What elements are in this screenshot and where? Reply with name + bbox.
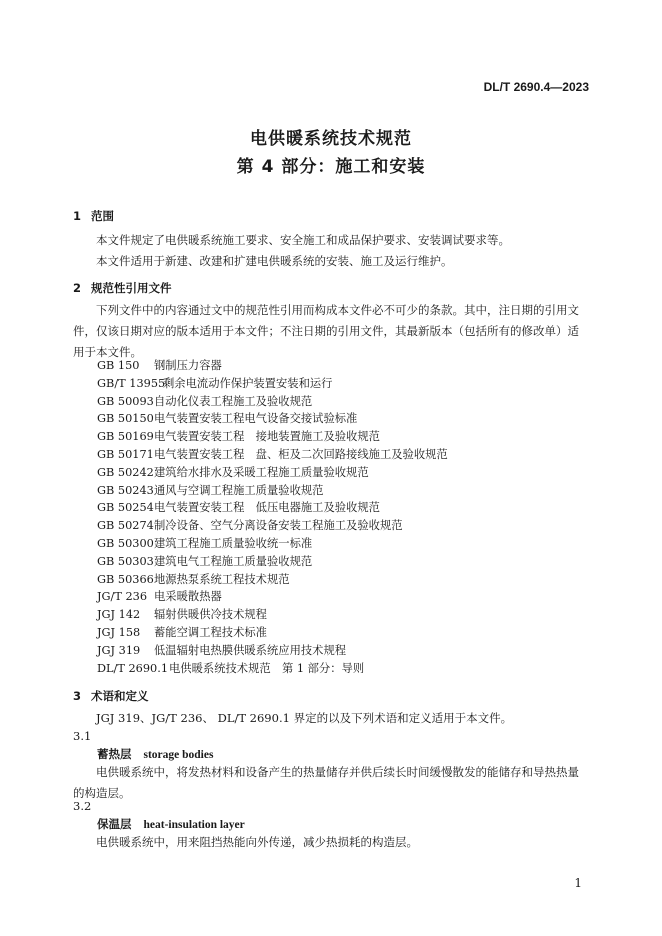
- reference-code: GB 50171: [97, 447, 154, 461]
- reference-title: 建筑给水排水及采暖工程施工质量验收规范: [154, 465, 369, 479]
- section-title: 规范性引用文件: [91, 281, 172, 295]
- reference-item: [97, 660, 448, 678]
- scope-paragraph-2: 本文件适用于新建、改建和扩建电供暖系统的安装、施工及运行维护。: [96, 254, 453, 268]
- reference-item: [97, 393, 448, 411]
- reference-title: 自动化仪表工程施工及验收规范: [154, 394, 313, 408]
- reference-title: 电气装置安装工程 低压电器施工及验收规范: [154, 501, 380, 515]
- reference-code: JGJ 142: [97, 608, 141, 622]
- reference-code: GB 50303: [97, 554, 154, 568]
- reference-item: [97, 517, 448, 535]
- reference-code: GB 50150: [97, 412, 154, 426]
- terms-intro: JGJ 319、JG/T 236、 DL/T 2690.1 界定的以及下列术语和定义适用于本文件。: [96, 711, 513, 725]
- reference-item: [97, 375, 448, 393]
- section-1-heading: [73, 208, 114, 224]
- reference-title: 地源热泵系统工程技术规范: [154, 572, 290, 586]
- reference-title: 电气装置安装工程 接地装置施工及验收规范: [154, 430, 380, 444]
- reference-item: [97, 553, 448, 571]
- reference-item: [97, 464, 448, 482]
- reference-code: JGJ 319: [97, 643, 141, 657]
- reference-code: GB 50093: [97, 394, 154, 408]
- reference-item: [97, 642, 448, 660]
- reference-title: 钢制压力容器: [154, 359, 222, 372]
- reference-title: 通风与空调工程施工质量验收规范: [154, 483, 324, 497]
- reference-title: 电供暖系统技术规范 第 1 部分：导则: [169, 661, 365, 675]
- term-english: heat-insulation layer: [143, 819, 245, 831]
- reference-code: GB 50169: [97, 430, 154, 444]
- term-heading: [97, 746, 213, 762]
- section-number: 1: [73, 209, 82, 223]
- term-definition: 电供暖系统中，将发热材料和设备产生的热量储存并供后续长时间缓慢散发的能储存和导热热量的构造层。: [73, 765, 579, 800]
- reference-item: [97, 482, 448, 500]
- reference-item: [97, 624, 448, 642]
- references-intro: 下列文件中的内容通过文中的规范性引用而构成本文件必不可少的条款。其中，注日期的引用文件，仅该日期对应的版本适用于本文件；不注日期的引用文件，其最新版本（包括所有的修改单）适用于本文件。: [73, 303, 579, 359]
- document-title: 电供暖系统技术规范: [250, 129, 412, 149]
- reference-title: 剩余电流动作保护装置安装和运行: [163, 376, 333, 390]
- section-2-heading: [73, 280, 172, 296]
- reference-item: [97, 428, 448, 446]
- reference-item: [97, 588, 448, 606]
- section-3-heading: [73, 688, 149, 704]
- reference-title: 建筑电气工程施工质量验收规范: [154, 554, 313, 568]
- document-subtitle: 第 4 部分：施工和安装: [236, 157, 426, 177]
- reference-code: GB 50300: [97, 536, 154, 550]
- reference-item: [97, 410, 448, 428]
- section-number: 3: [73, 689, 82, 703]
- section-number: 2: [73, 281, 82, 295]
- term-heading: [97, 816, 245, 832]
- reference-code: JGJ 158: [97, 625, 141, 639]
- reference-item: [97, 606, 448, 624]
- reference-code: GB 50242: [97, 465, 154, 479]
- reference-title: 低温辐射电热膜供暖系统应用技术规程: [154, 643, 347, 657]
- reference-code: JG/T 236: [97, 590, 148, 604]
- term-definition: 电供暖系统中，用来阻挡热能向外传递，减少热损耗的构造层。: [96, 835, 418, 849]
- reference-code: GB 50254: [97, 501, 154, 515]
- reference-code: GB 50366: [97, 572, 154, 586]
- term-number: 3.2: [73, 799, 92, 813]
- term-chinese: 蓄热层: [97, 747, 132, 761]
- reference-title: 电气装置安装工程电气设备交接试验标准: [154, 412, 358, 426]
- reference-title: 辐射供暖供冷技术规程: [154, 608, 267, 622]
- section-title: 范围: [91, 209, 115, 223]
- page-number: 1: [574, 876, 582, 890]
- document-number: DL/T 2690.4—2023: [483, 80, 589, 94]
- reference-title: 制冷设备、空气分离设备安装工程施工及验收规范: [154, 519, 403, 533]
- reference-code: DL/T 2690.1: [97, 661, 169, 675]
- reference-code: GB 50243: [97, 483, 154, 497]
- reference-title: 电气装置安装工程 盘、柜及二次回路接线施工及验收规范: [154, 447, 448, 461]
- reference-item: [97, 357, 448, 375]
- reference-code: GB 50274: [97, 519, 154, 533]
- reference-item: [97, 571, 448, 589]
- term-chinese: 保温层: [97, 817, 132, 831]
- reference-item: [97, 446, 448, 464]
- reference-code: GB 150: [97, 359, 140, 372]
- term-number: 3.1: [73, 729, 92, 743]
- reference-item: [97, 535, 448, 553]
- reference-item: [97, 499, 448, 517]
- scope-paragraph-1: 本文件规定了电供暖系统施工要求、安全施工和成品保护要求、安装调试要求等。: [96, 233, 510, 247]
- section-title: 术语和定义: [91, 689, 149, 703]
- reference-list: [97, 357, 448, 677]
- reference-title: 建筑工程施工质量验收统一标准: [154, 536, 313, 550]
- reference-code: GB/T 13955: [97, 376, 166, 390]
- reference-title: 电采暖散热器: [154, 590, 222, 604]
- term-english: storage bodies: [143, 749, 214, 761]
- reference-title: 蓄能空调工程技术标准: [154, 625, 267, 639]
